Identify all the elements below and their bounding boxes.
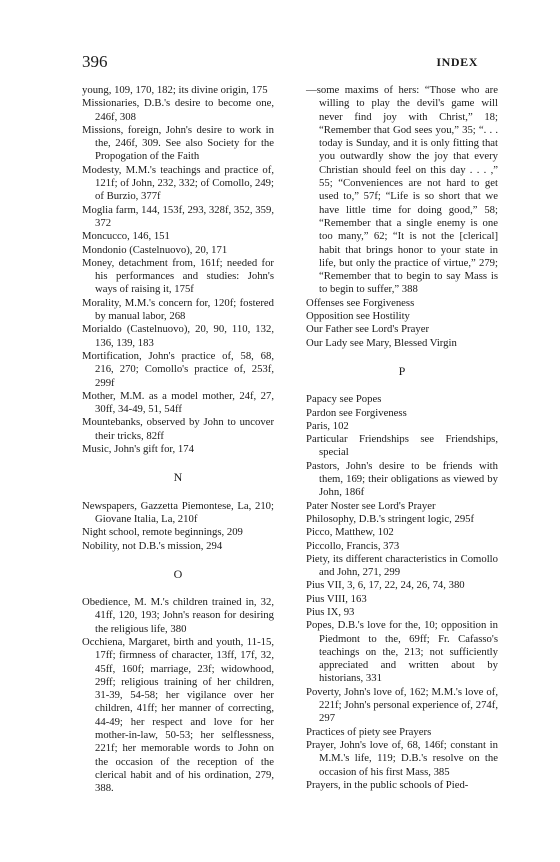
index-entry: Piccollo, Francis, 373 <box>306 539 400 552</box>
index-entry: Piety, its different characteristics in Comollo and John, 271, 299 <box>306 552 498 579</box>
page-header <box>82 52 478 76</box>
index-entry: Pius IX, 93 <box>306 605 355 618</box>
index-entry: —some maxims of hers: “Those who are willing to play the devil's game will never find joy with Christ,” 18; “Remember that God sees you,” 35; “. . . today is Sunday, and it is only fitting that you outwardly show the joy that every Christian should feel on this day . . . ,” 55; “Conveniences are not hard to get used to,” 57f; “Life is so short that we have little time for doing good,” 58; “Remember that a single enemy is one too many,” 62; “It is not the [clerical] habit that brings honor to your state in life, but only the practice of virtue,” 279; “Remember that to begin to say Mass is to begin to suffer,” 388 <box>306 84 498 296</box>
index-entry: Night school, remote beginnings, 209 <box>82 526 243 539</box>
section-letter: N <box>173 470 183 485</box>
index-entry: Pius VII, 3, 6, 17, 22, 24, 26, 74, 380 <box>306 579 465 592</box>
index-entry: Missions, foreign, John's desire to work in the, 246f, 309. See also Society for the Propogation of the Faith <box>82 123 274 163</box>
index-entry: Obedience, M. M.'s children trained in, 32, 41ff, 120, 193; John's reason for desiring the religious life, 380 <box>82 596 274 635</box>
index-entry: Pastors, John's desire to be friends with them, 169; their obligations as viewed by John, 186f <box>306 459 498 499</box>
index-entry: Our Father see Lord's Prayer <box>306 323 430 336</box>
index-entry: Occhiena, Margaret, birth and youth, 11-15, 17ff; firmness of character, 13ff, 17f, 32, 45ff, 160f; marriage, 23f; widowhood, 29ff; religious training of her children, 31-39, 54-58; her vigilance over her children, 41ff; her manner of correcting, 44-49; her respect and love for her mother-in-law, 50-53; her selflessness, 221f; her memorable words to John on the occasion of the reception of the clerical habit and of his ordination, 279, 388. <box>82 635 274 795</box>
index-entry: Particular Friendships see Friendships, special <box>306 433 498 459</box>
index-entry: Mother, M.M. as a model mother, 24f, 27, 30ff, 34-49, 51, 54ff <box>82 389 274 416</box>
index-entry: Pardon see Forgiveness <box>306 406 407 419</box>
index-entry: Pater Noster see Lord's Prayer <box>306 499 436 512</box>
index-entry: Modesty, M.M.'s teachings and practice of, 121f; of John, 232, 332; of Comollo, 249; of Burzio, 377f <box>82 163 274 203</box>
section-letter: O <box>173 566 183 581</box>
index-entry: Prayers, in the public schools of Pied- <box>306 778 469 791</box>
index-entry: Papacy see Popes <box>306 393 382 406</box>
index-entry: Mortification, John's practice of, 58, 68, 216, 270; Comollo's practice of, 253f, 299f <box>82 349 274 389</box>
index-entry: Music, John's gift for, 174 <box>82 443 194 456</box>
index-entry: Moglia farm, 144, 153f, 293, 328f, 352, 359, 372 <box>82 203 274 229</box>
index-entry: Opposition see Hostility <box>306 310 410 323</box>
index-entry: Paris, 102 <box>306 419 349 432</box>
index-column-right <box>306 84 498 792</box>
index-entry: Morality, M.M.'s concern for, 120f; fostered by manual labor, 268 <box>82 296 274 323</box>
index-entry: Morialdo (Castelnuovo), 20, 90, 110, 132, 136, 139, 183 <box>82 323 274 349</box>
index-entry: Poverty, John's love of, 162; M.M.'s love of, 221f; John's personal experience of, 274f, 297 <box>306 685 498 725</box>
index-entry: Prayer, John's love of, 68, 146f; constant in M.M.'s life, 119; D.B.'s resolve on the occasion of his first Mass, 385 <box>306 738 498 778</box>
index-entry: Our Lady see Mary, Blessed Virgin <box>306 336 457 349</box>
index-entry: young, 109, 170, 182; its divine origin, 175 <box>82 84 268 96</box>
running-head: INDEX <box>436 55 478 69</box>
index-entry: Newspapers, Gazzetta Piemontese, La, 210; Giovane Italia, La, 210f <box>82 499 274 525</box>
index-entry: Moncucco, 146, 151 <box>82 230 170 243</box>
index-entry: Practices of piety see Prayers <box>306 725 432 738</box>
index-entry: Popes, D.B.'s love for the, 10; opposition in Piedmont to the, 69ff; Fr. Cafasso's teachings on the, 213; not sufficiently appreciated and written about by historians, 331 <box>306 619 498 685</box>
index-entry: Money, detachment from, 161f; needed for his performances and studies: John's ways of raising it, 175f <box>82 256 274 296</box>
index-entry: Offenses see Forgiveness <box>306 296 415 309</box>
index-entry: Picco, Matthew, 102 <box>306 526 394 539</box>
index-column-left <box>82 84 274 796</box>
index-entry: Nobility, not D.B.'s mission, 294 <box>82 539 223 552</box>
index-entry: Pius VIII, 163 <box>306 592 367 605</box>
page-number: 396 <box>82 52 108 71</box>
index-entry: Philosophy, D.B.'s stringent logic, 295f <box>306 512 475 525</box>
index-entry: Missionaries, D.B.'s desire to become one, 246f, 308 <box>82 97 274 123</box>
index-entry: Mondonio (Castelnuovo), 20, 171 <box>82 243 228 256</box>
section-letter: P <box>398 363 406 378</box>
index-entry: Mountebanks, observed by John to uncover their tricks, 82ff <box>82 416 274 442</box>
